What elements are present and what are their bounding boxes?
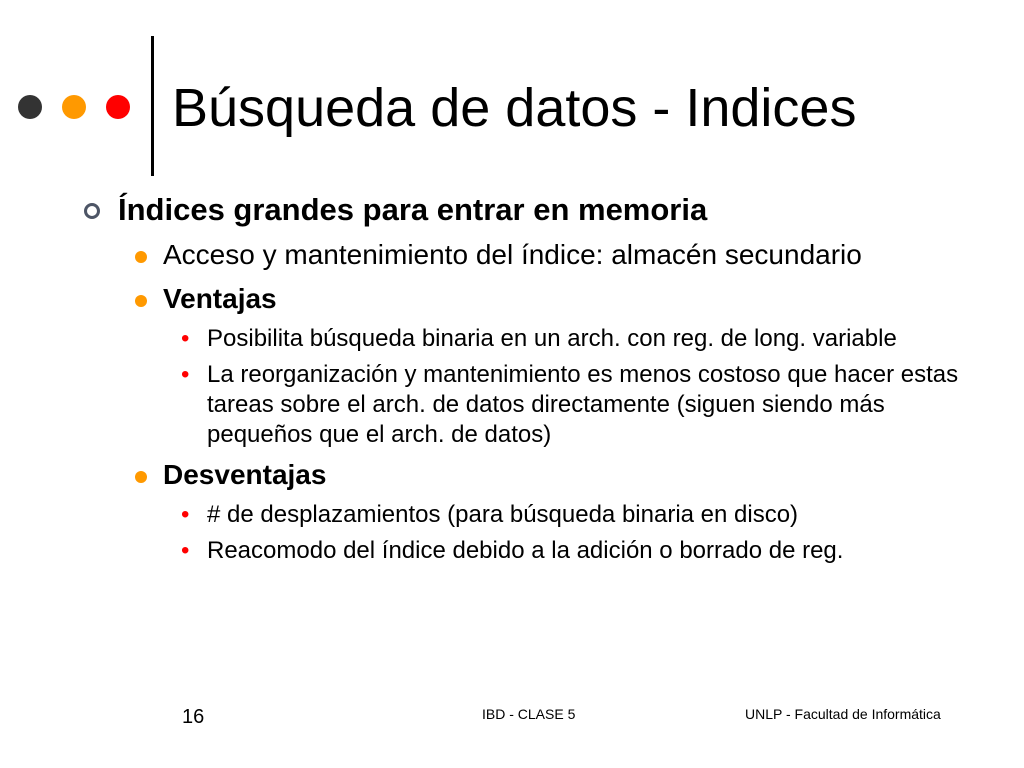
footer-course: IBD - CLASE 5: [482, 706, 576, 722]
orange-bullet-icon: [135, 471, 147, 483]
dark-dot-icon: [18, 95, 42, 119]
level3-item: [163, 324, 967, 354]
level1-text: Índices grandes para entrar en memoria: [118, 192, 708, 227]
red-bullet-icon: •: [181, 325, 190, 352]
level2-item-acceso: [118, 236, 923, 274]
level1-item: [80, 190, 980, 230]
level2-item-ventajas: [118, 280, 923, 318]
title-divider: [151, 36, 154, 176]
level3-text: Reacomodo del índice debido a la adición o borrado de reg.: [207, 537, 844, 564]
red-dot-icon: [106, 95, 130, 119]
red-bullet-icon: •: [181, 361, 190, 388]
slide-title: Búsqueda de datos - Indices: [172, 78, 857, 138]
orange-dot-icon: [62, 95, 86, 119]
slide-content: [80, 190, 980, 566]
level3-text: Posibilita búsqueda binaria en un arch. con reg. de long. variable: [207, 325, 897, 352]
level2-item-desventajas: [118, 456, 923, 494]
level2-text: Desventajas: [163, 459, 327, 490]
ring-bullet-icon: [84, 203, 100, 219]
footer-institution: UNLP - Facultad de Informática: [745, 706, 941, 722]
level3-item: [163, 536, 967, 566]
level3-text: # de desplazamientos (para búsqueda binaria en disco): [207, 501, 799, 528]
level3-item: [163, 500, 967, 530]
red-bullet-icon: •: [181, 537, 190, 564]
red-bullet-icon: •: [181, 501, 190, 528]
orange-bullet-icon: [135, 251, 147, 263]
level2-text: Ventajas: [163, 283, 277, 314]
orange-bullet-icon: [135, 295, 147, 307]
level3-text: La reorganización y mantenimiento es menos costoso que hacer estas tareas sobre el arch. de datos directamente (siguen siendo más pequeños que el arch. de datos): [207, 361, 959, 448]
level2-text: Acceso y mantenimiento del índice: almacén secundario: [163, 239, 862, 270]
page-number: 16: [182, 706, 205, 728]
level3-item: [163, 360, 967, 450]
